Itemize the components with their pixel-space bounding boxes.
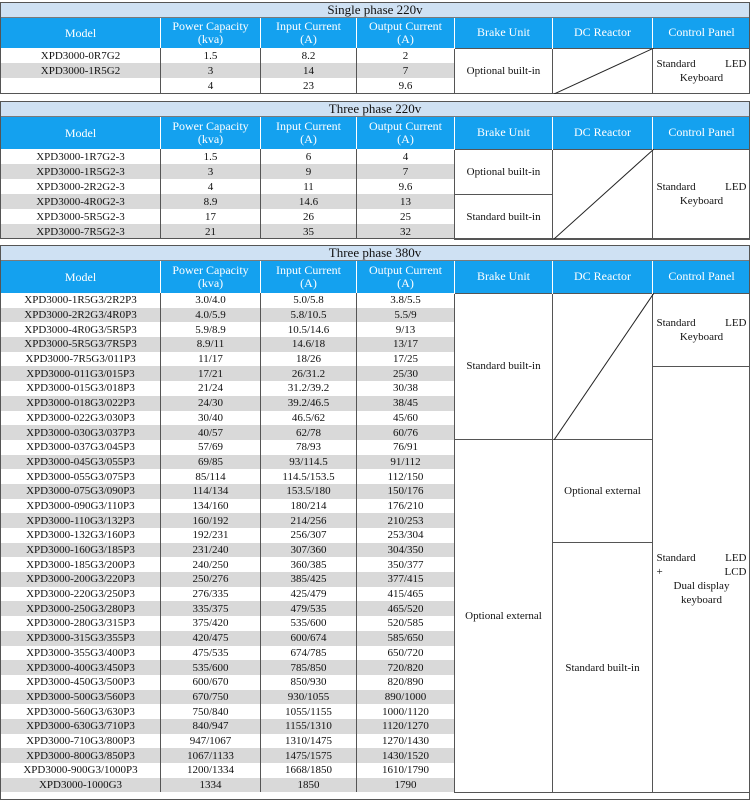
power-capacity-cell: 240/250 <box>161 557 261 572</box>
brake-unit-cell: Optional external <box>455 440 553 793</box>
power-capacity-cell: 4.0/5.9 <box>161 308 261 323</box>
input-current-cell: 6 <box>261 149 357 164</box>
power-capacity-cell: 4 <box>161 78 261 93</box>
power-capacity-cell: 1.5 <box>161 149 261 164</box>
dc-reactor-cell <box>553 48 653 93</box>
model-cell: XPD3000-450G3/500P3 <box>1 675 161 690</box>
model-cell <box>1 78 161 93</box>
input-current-cell: 10.5/14.6 <box>261 322 357 337</box>
dc-reactor-cell <box>553 149 653 239</box>
model-cell: XPD3000-132G3/160P3 <box>1 528 161 543</box>
output-current-cell: 9/13 <box>357 322 455 337</box>
three-phase-380v-title: Three phase 380v <box>0 245 750 261</box>
power-capacity-cell: 40/57 <box>161 425 261 440</box>
output-current-cell: 890/1000 <box>357 690 455 705</box>
output-current-cell: 176/210 <box>357 499 455 514</box>
model-cell: XPD3000-090G3/110P3 <box>1 499 161 514</box>
table-row <box>1 440 750 455</box>
output-current-cell: 2 <box>357 48 455 63</box>
output-current-cell: 3.8/5.5 <box>357 293 455 308</box>
power-capacity-cell: 17 <box>161 209 261 224</box>
model-cell: XPD3000-560G3/630P3 <box>1 704 161 719</box>
header-input-current: Input Current (A) <box>261 117 357 149</box>
three-phase-220v-table <box>0 117 750 240</box>
model-cell: XPD3000-7R5G2-3 <box>1 224 161 239</box>
model-cell: XPD3000-1R5G2 <box>1 63 161 78</box>
output-current-cell: 150/176 <box>357 484 455 499</box>
model-cell: XPD3000-5R5G3/7R5P3 <box>1 337 161 352</box>
power-capacity-cell: 1334 <box>161 778 261 793</box>
header-input-current: Input Current (A) <box>261 18 357 48</box>
input-current-cell: 1055/1155 <box>261 704 357 719</box>
model-cell: XPD3000-7R5G3/011P3 <box>1 352 161 367</box>
control-panel-cell: Standard LED Keyboard <box>653 149 750 239</box>
control-panel-cell: Standard LED + LCD Dual display keyboard <box>653 366 750 792</box>
output-current-cell: 650/720 <box>357 646 455 661</box>
model-cell: XPD3000-045G3/055P3 <box>1 455 161 470</box>
power-capacity-cell: 231/240 <box>161 543 261 558</box>
output-current-cell: 1790 <box>357 778 455 793</box>
power-capacity-cell: 192/231 <box>161 528 261 543</box>
output-current-cell: 304/350 <box>357 543 455 558</box>
header-model: Model <box>1 18 161 48</box>
dc-reactor-cell <box>553 293 653 440</box>
input-current-cell: 5.8/10.5 <box>261 308 357 323</box>
input-current-cell: 26 <box>261 209 357 224</box>
input-current-cell: 39.2/46.5 <box>261 396 357 411</box>
output-current-cell: 4 <box>357 149 455 164</box>
header-control-panel: Control Panel <box>653 117 750 149</box>
header-model: Model <box>1 117 161 149</box>
input-current-cell: 78/93 <box>261 440 357 455</box>
input-current-cell: 1668/1850 <box>261 763 357 778</box>
output-current-cell: 415/465 <box>357 587 455 602</box>
input-current-cell: 14.6/18 <box>261 337 357 352</box>
table-row <box>1 543 750 558</box>
model-cell: XPD3000-055G3/075P3 <box>1 469 161 484</box>
single-phase-220v-table <box>0 18 750 94</box>
input-current-cell: 153.5/180 <box>261 484 357 499</box>
output-current-cell: 91/112 <box>357 455 455 470</box>
header-output-current: Output Current (A) <box>357 18 455 48</box>
power-capacity-cell: 85/114 <box>161 469 261 484</box>
input-current-cell: 26/31.2 <box>261 366 357 381</box>
input-current-cell: 31.2/39.2 <box>261 381 357 396</box>
model-cell: XPD3000-400G3/450P3 <box>1 660 161 675</box>
model-cell: XPD3000-037G3/045P3 <box>1 440 161 455</box>
input-current-cell: 114.5/153.5 <box>261 469 357 484</box>
output-current-cell: 32 <box>357 224 455 239</box>
single-phase-220v-title: Single phase 220v <box>0 2 750 18</box>
input-current-cell: 785/850 <box>261 660 357 675</box>
input-current-cell: 14.6 <box>261 194 357 209</box>
model-cell: XPD3000-4R0G2-3 <box>1 194 161 209</box>
input-current-cell: 62/78 <box>261 425 357 440</box>
table-row <box>1 149 750 164</box>
model-cell: XPD3000-022G3/030P3 <box>1 411 161 426</box>
power-capacity-cell: 21 <box>161 224 261 239</box>
output-current-cell: 585/650 <box>357 631 455 646</box>
power-capacity-cell: 600/670 <box>161 675 261 690</box>
header-model: Model <box>1 261 161 293</box>
power-capacity-cell: 250/276 <box>161 572 261 587</box>
power-capacity-cell: 947/1067 <box>161 734 261 749</box>
power-capacity-cell: 750/840 <box>161 704 261 719</box>
model-cell: XPD3000-4R0G3/5R5P3 <box>1 322 161 337</box>
dc-reactor-cell: Standard built-in <box>553 543 653 793</box>
output-current-cell: 1120/1270 <box>357 719 455 734</box>
power-capacity-cell: 134/160 <box>161 499 261 514</box>
model-cell: XPD3000-250G3/280P3 <box>1 601 161 616</box>
output-current-cell: 25 <box>357 209 455 224</box>
input-current-cell: 425/479 <box>261 587 357 602</box>
input-current-cell: 214/256 <box>261 513 357 528</box>
power-capacity-cell: 3 <box>161 63 261 78</box>
power-capacity-cell: 276/335 <box>161 587 261 602</box>
power-capacity-cell: 69/85 <box>161 455 261 470</box>
model-cell: XPD3000-200G3/220P3 <box>1 572 161 587</box>
brake-unit-cell: Optional built-in <box>455 149 553 194</box>
input-current-cell: 674/785 <box>261 646 357 661</box>
input-current-cell: 1850 <box>261 778 357 793</box>
control-panel-cell: Standard LED Keyboard <box>653 48 750 93</box>
power-capacity-cell: 160/192 <box>161 513 261 528</box>
model-cell: XPD3000-315G3/355P3 <box>1 631 161 646</box>
model-cell: XPD3000-030G3/037P3 <box>1 425 161 440</box>
model-cell: XPD3000-280G3/315P3 <box>1 616 161 631</box>
input-current-cell: 535/600 <box>261 616 357 631</box>
brake-unit-cell: Optional built-in <box>455 48 553 93</box>
output-current-cell: 13 <box>357 194 455 209</box>
power-capacity-cell: 1067/1133 <box>161 748 261 763</box>
model-cell: XPD3000-1000G3 <box>1 778 161 793</box>
output-current-cell: 17/25 <box>357 352 455 367</box>
input-current-cell: 18/26 <box>261 352 357 367</box>
output-current-cell: 210/253 <box>357 513 455 528</box>
output-current-cell: 9.6 <box>357 78 455 93</box>
model-cell: XPD3000-900G3/1000P3 <box>1 763 161 778</box>
model-cell: XPD3000-185G3/200P3 <box>1 557 161 572</box>
output-current-cell: 30/38 <box>357 381 455 396</box>
model-cell: XPD3000-015G3/018P3 <box>1 381 161 396</box>
output-current-cell: 253/304 <box>357 528 455 543</box>
input-current-cell: 35 <box>261 224 357 239</box>
power-capacity-cell: 670/750 <box>161 690 261 705</box>
control-panel-cell: Standard LED Keyboard <box>653 293 750 366</box>
table-row <box>1 48 750 63</box>
power-capacity-cell: 8.9 <box>161 194 261 209</box>
output-current-cell: 112/150 <box>357 469 455 484</box>
header-brake-unit: Brake Unit <box>455 18 553 48</box>
power-capacity-cell: 4 <box>161 179 261 194</box>
header-brake-unit: Brake Unit <box>455 261 553 293</box>
output-current-cell: 350/377 <box>357 557 455 572</box>
power-capacity-cell: 24/30 <box>161 396 261 411</box>
header-power-capacity: Power Capacity (kva) <box>161 18 261 48</box>
power-capacity-cell: 1200/1334 <box>161 763 261 778</box>
power-capacity-cell: 475/535 <box>161 646 261 661</box>
power-capacity-cell: 535/600 <box>161 660 261 675</box>
header-dc-reactor: DC Reactor <box>553 18 653 48</box>
model-cell: XPD3000-710G3/800P3 <box>1 734 161 749</box>
model-cell: XPD3000-0R7G2 <box>1 48 161 63</box>
output-current-cell: 7 <box>357 164 455 179</box>
model-cell: XPD3000-500G3/560P3 <box>1 690 161 705</box>
header-control-panel: Control Panel <box>653 18 750 48</box>
input-current-cell: 93/114.5 <box>261 455 357 470</box>
brake-unit-cell: Standard built-in <box>455 293 553 440</box>
header-output-current: Output Current (A) <box>357 117 455 149</box>
input-current-cell: 23 <box>261 78 357 93</box>
output-current-cell: 38/45 <box>357 396 455 411</box>
model-cell: XPD3000-355G3/400P3 <box>1 646 161 661</box>
output-current-cell: 60/76 <box>357 425 455 440</box>
input-current-cell: 307/360 <box>261 543 357 558</box>
model-cell: XPD3000-2R2G3/4R0P3 <box>1 308 161 323</box>
input-current-cell: 479/535 <box>261 601 357 616</box>
power-capacity-cell: 375/420 <box>161 616 261 631</box>
output-current-cell: 9.6 <box>357 179 455 194</box>
input-current-cell: 1310/1475 <box>261 734 357 749</box>
header-control-panel: Control Panel <box>653 261 750 293</box>
input-current-cell: 5.0/5.8 <box>261 293 357 308</box>
output-current-cell: 1430/1520 <box>357 748 455 763</box>
input-current-cell: 9 <box>261 164 357 179</box>
output-current-cell: 820/890 <box>357 675 455 690</box>
power-capacity-cell: 420/475 <box>161 631 261 646</box>
model-cell: XPD3000-220G3/250P3 <box>1 587 161 602</box>
input-current-cell: 600/674 <box>261 631 357 646</box>
model-cell: XPD3000-800G3/850P3 <box>1 748 161 763</box>
model-cell: XPD3000-110G3/132P3 <box>1 513 161 528</box>
output-current-cell: 520/585 <box>357 616 455 631</box>
output-current-cell: 7 <box>357 63 455 78</box>
power-capacity-cell: 3 <box>161 164 261 179</box>
power-capacity-cell: 21/24 <box>161 381 261 396</box>
model-cell: XPD3000-160G3/185P3 <box>1 543 161 558</box>
model-cell: XPD3000-011G3/015P3 <box>1 366 161 381</box>
header-power-capacity: Power Capacity (kva) <box>161 261 261 293</box>
input-current-cell: 360/385 <box>261 557 357 572</box>
output-current-cell: 25/30 <box>357 366 455 381</box>
input-current-cell: 180/214 <box>261 499 357 514</box>
model-cell: XPD3000-1R5G2-3 <box>1 164 161 179</box>
input-current-cell: 385/425 <box>261 572 357 587</box>
model-cell: XPD3000-1R7G2-3 <box>1 149 161 164</box>
input-current-cell: 256/307 <box>261 528 357 543</box>
input-current-cell: 14 <box>261 63 357 78</box>
power-capacity-cell: 3.0/4.0 <box>161 293 261 308</box>
power-capacity-cell: 8.9/11 <box>161 337 261 352</box>
output-current-cell: 1610/1790 <box>357 763 455 778</box>
input-current-cell: 1155/1310 <box>261 719 357 734</box>
model-cell: XPD3000-5R5G2-3 <box>1 209 161 224</box>
header-input-current: Input Current (A) <box>261 261 357 293</box>
output-current-cell: 1000/1120 <box>357 704 455 719</box>
power-capacity-cell: 57/69 <box>161 440 261 455</box>
power-capacity-cell: 30/40 <box>161 411 261 426</box>
header-brake-unit: Brake Unit <box>455 117 553 149</box>
model-cell: XPD3000-075G3/090P3 <box>1 484 161 499</box>
header-output-current: Output Current (A) <box>357 261 455 293</box>
input-current-cell: 11 <box>261 179 357 194</box>
power-capacity-cell: 5.9/8.9 <box>161 322 261 337</box>
power-capacity-cell: 11/17 <box>161 352 261 367</box>
brake-unit-cell: Standard built-in <box>455 194 553 239</box>
power-capacity-cell: 114/134 <box>161 484 261 499</box>
input-current-cell: 1475/1575 <box>261 748 357 763</box>
power-capacity-cell: 335/375 <box>161 601 261 616</box>
header-dc-reactor: DC Reactor <box>553 117 653 149</box>
power-capacity-cell: 1.5 <box>161 48 261 63</box>
three-phase-220v-title: Three phase 220v <box>0 101 750 117</box>
input-current-cell: 850/930 <box>261 675 357 690</box>
header-dc-reactor: DC Reactor <box>553 261 653 293</box>
table-row <box>1 293 750 308</box>
three-phase-380v-table <box>0 261 750 793</box>
model-cell: XPD3000-1R5G3/2R2P3 <box>1 293 161 308</box>
output-current-cell: 465/520 <box>357 601 455 616</box>
model-cell: XPD3000-018G3/022P3 <box>1 396 161 411</box>
model-cell: XPD3000-2R2G2-3 <box>1 179 161 194</box>
output-current-cell: 76/91 <box>357 440 455 455</box>
output-current-cell: 13/17 <box>357 337 455 352</box>
input-current-cell: 8.2 <box>261 48 357 63</box>
dc-reactor-cell: Optional external <box>553 440 653 543</box>
output-current-cell: 5.5/9 <box>357 308 455 323</box>
power-capacity-cell: 17/21 <box>161 366 261 381</box>
output-current-cell: 45/60 <box>357 411 455 426</box>
input-current-cell: 46.5/62 <box>261 411 357 426</box>
output-current-cell: 720/820 <box>357 660 455 675</box>
model-cell: XPD3000-630G3/710P3 <box>1 719 161 734</box>
power-capacity-cell: 840/947 <box>161 719 261 734</box>
input-current-cell: 930/1055 <box>261 690 357 705</box>
output-current-cell: 1270/1430 <box>357 734 455 749</box>
header-power-capacity: Power Capacity (kva) <box>161 117 261 149</box>
output-current-cell: 377/415 <box>357 572 455 587</box>
